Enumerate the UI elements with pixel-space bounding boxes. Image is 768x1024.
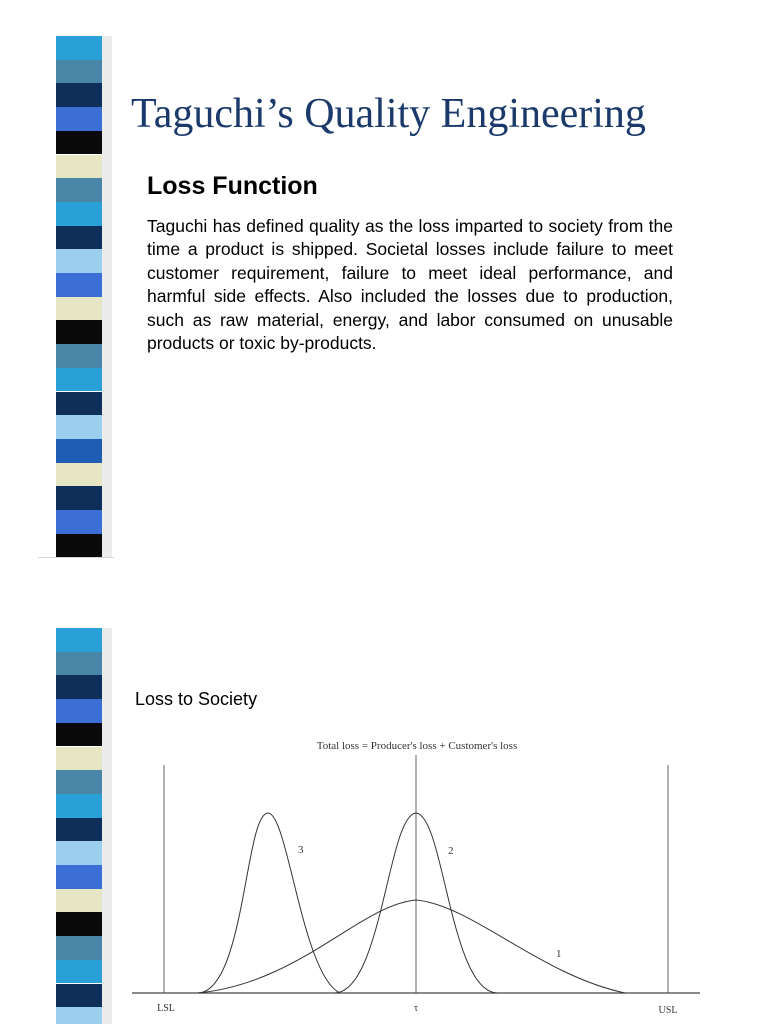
stripe-segment [56,344,102,368]
loss-function-figure [120,735,710,1020]
stripe-segment [56,936,102,960]
stripe-segment [56,131,102,155]
stripe-segment [56,297,102,321]
stripe-segment [56,818,102,842]
section-heading: Loss Function [147,172,318,200]
stripe-shadow [102,36,112,558]
stripe-segment [56,628,102,652]
target-label: τ [413,1003,419,1014]
slide-label: Loss to Society [135,689,258,709]
decorative-stripe-bar [56,36,102,558]
stripe-segment [56,107,102,131]
stripe-segment [56,841,102,865]
stripe-segment [56,439,102,463]
stripe-segment [56,392,102,416]
figure-caption: Total loss = Producer's loss + Customer's loss [316,740,518,752]
stripe-segment [56,770,102,794]
curve-label-1: 1 [556,948,562,960]
stripe-segment [56,794,102,818]
stripe-segment [56,486,102,510]
stripe-segment [56,652,102,676]
stripe-segment [56,723,102,747]
stripe-segment [56,155,102,179]
curve-3 [198,813,340,993]
stripe-segment [56,675,102,699]
stripe-segment [56,889,102,913]
stripe-segment [56,60,102,84]
stripe-segment [56,249,102,273]
stripe-segment [56,83,102,107]
stripe-segment [56,534,102,558]
body-paragraph: Taguchi has defined quality as the loss imparted to society from the time a product is shipped. Societal losses include failure to meet customer requirement, failure to meet ideal performance, and harmful side effects. Also included the losses due to production, such as raw material, energy, and labor consumed on unusable products or toxic by-products. [147,216,673,354]
decorative-stripe-bar [56,628,102,1024]
stripe-segment [56,510,102,534]
stripe-segment [56,865,102,889]
stripe-segment [56,178,102,202]
stripe-segment [56,463,102,487]
stripe-shadow [102,628,112,1024]
stripe-segment [56,36,102,60]
curve-label-2: 2 [448,845,454,857]
stripe-segment [56,984,102,1008]
lsl-label: LSL [157,1003,175,1014]
stripe-segment [56,273,102,297]
usl-label: USL [658,1005,678,1016]
stripe-segment [56,1007,102,1024]
stripe-segment [56,912,102,936]
stripe-segment [56,320,102,344]
stripe-segment [56,202,102,226]
divider-rule [38,557,114,558]
stripe-segment [56,960,102,984]
slide-title: Taguchi’s Quality Engineering [131,91,646,137]
curve-1 [198,900,625,993]
stripe-segment [56,415,102,439]
stripe-segment [56,368,102,392]
stripe-segment [56,226,102,250]
curve-label-3: 3 [298,844,304,856]
stripe-segment [56,699,102,723]
stripe-segment [56,747,102,771]
